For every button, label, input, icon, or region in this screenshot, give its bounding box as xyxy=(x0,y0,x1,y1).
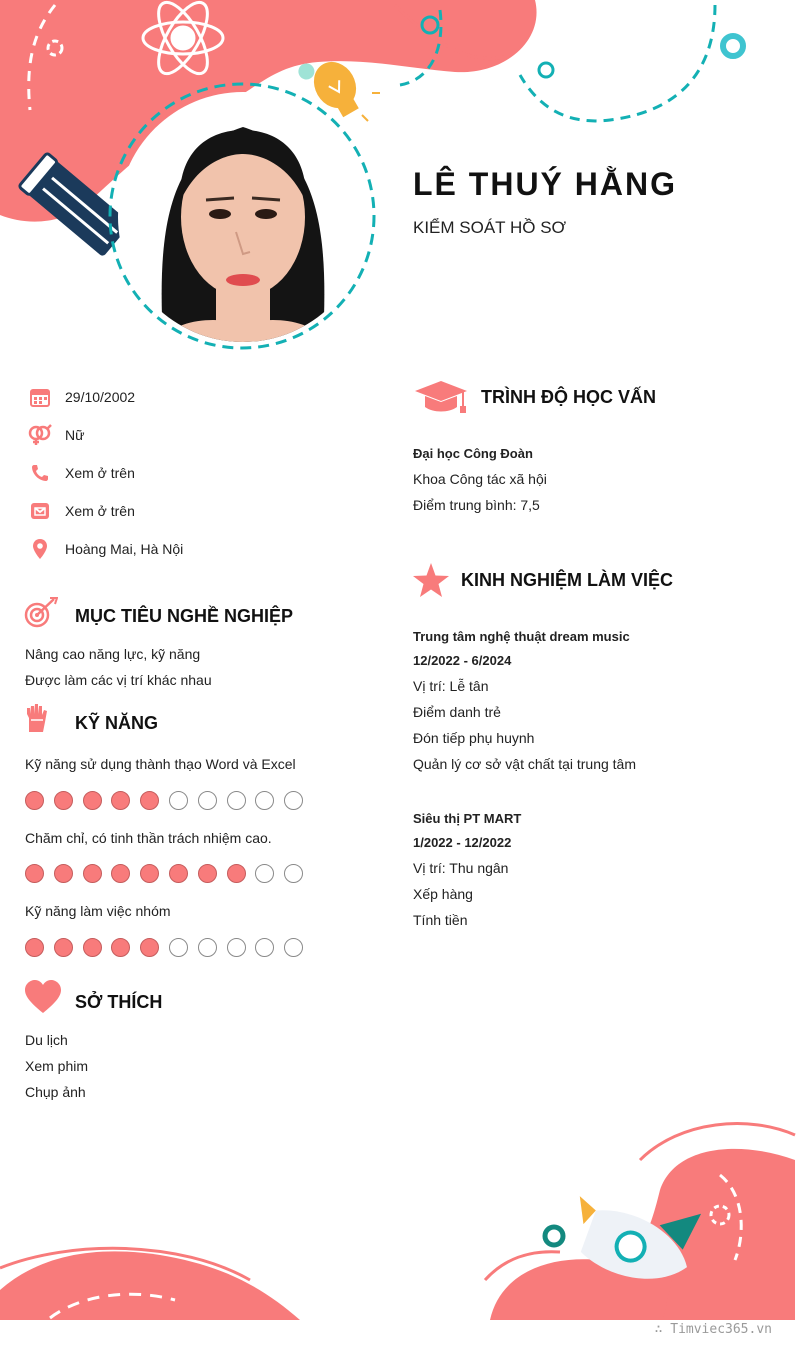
rating-dot-filled xyxy=(227,864,246,883)
rating-dot-empty xyxy=(255,864,274,883)
rating-dot-filled xyxy=(25,864,44,883)
calendar-icon xyxy=(28,386,52,408)
rating-dot-empty xyxy=(284,938,303,957)
rating-dot-empty xyxy=(169,791,188,810)
rating-dot-filled xyxy=(83,791,102,810)
address-text: Hoàng Mai, Hà Nội xyxy=(65,541,184,557)
rating-dot-filled xyxy=(140,938,159,957)
company-name: Trung tâm nghệ thuật dream music xyxy=(413,629,630,644)
rating-dot-filled xyxy=(111,791,130,810)
job-period: 1/2022 - 12/2022 xyxy=(413,835,512,850)
hobby-item: Xem phim xyxy=(25,1058,89,1074)
faculty-name: Khoa Công tác xã hội xyxy=(413,471,547,487)
hand-icon xyxy=(25,702,49,739)
rating-dot-filled xyxy=(111,938,130,957)
phone-text: Xem ở trên xyxy=(65,465,135,481)
email-text: Xem ở trên xyxy=(65,503,135,519)
rating-dot-filled xyxy=(25,791,44,810)
skill-rating xyxy=(25,791,313,810)
gender-text: Nữ xyxy=(65,427,85,443)
rating-dot-filled xyxy=(140,864,159,883)
rating-dot-empty xyxy=(198,938,217,957)
rating-dot-filled xyxy=(83,864,102,883)
contact-phone xyxy=(28,462,135,484)
skill-rating xyxy=(25,864,313,883)
star-icon xyxy=(413,563,449,602)
job-detail: Vị trí: Lễ tân xyxy=(413,678,489,694)
teal-ring-bottom xyxy=(545,1227,563,1245)
skill-label: Kỹ năng sử dụng thành thạo Word và Excel xyxy=(25,756,296,772)
objective-title: MỤC TIÊU NGHỀ NGHIỆP xyxy=(75,606,294,626)
birthday-text: 29/10/2002 xyxy=(65,389,136,405)
job-title: KIỂM SOÁT HỒ SƠ xyxy=(413,218,567,237)
email-icon xyxy=(28,500,52,522)
rating-dot-empty xyxy=(227,938,246,957)
skill-label: Kỹ năng làm việc nhóm xyxy=(25,903,171,919)
hobby-item: Du lịch xyxy=(25,1032,68,1048)
rating-dot-filled xyxy=(54,791,73,810)
phone-icon xyxy=(28,462,52,484)
job-detail: Tính tiền xyxy=(413,912,468,928)
rating-dot-filled xyxy=(169,864,188,883)
target-icon xyxy=(24,597,58,634)
heart-icon xyxy=(24,980,62,1019)
gpa-text: Điểm trung bình: 7,5 xyxy=(413,497,540,513)
job-period: 12/2022 - 6/2024 xyxy=(413,653,512,668)
objective-line: Nâng cao năng lực, kỹ năng xyxy=(25,646,201,662)
bottom-left-blob xyxy=(0,1251,300,1320)
rating-dot-empty xyxy=(169,938,188,957)
rating-dot-filled xyxy=(54,864,73,883)
job-detail: Đón tiếp phụ huynh xyxy=(413,730,535,746)
gender-icon xyxy=(28,424,52,446)
rating-dot-filled xyxy=(83,938,102,957)
rating-dot-empty xyxy=(227,791,246,810)
rating-dot-filled xyxy=(25,938,44,957)
rating-dot-empty xyxy=(284,864,303,883)
job-detail: Điểm danh trẻ xyxy=(413,704,501,720)
profile-photo xyxy=(118,92,368,342)
teal-ring xyxy=(723,36,743,56)
candidate-name: LÊ THUÝ HẰNG xyxy=(413,166,677,202)
skill-label: Chăm chỉ, có tinh thần trách nhiệm cao. xyxy=(25,830,272,846)
hobby-item: Chụp ảnh xyxy=(25,1084,86,1100)
rating-dot-filled xyxy=(111,864,130,883)
rating-dot-empty xyxy=(198,791,217,810)
graduation-cap-icon xyxy=(413,379,469,420)
job-detail: Xếp hàng xyxy=(413,886,473,902)
job-detail: Quản lý cơ sở vật chất tại trung tâm xyxy=(413,756,637,772)
contact-gender xyxy=(28,424,84,446)
job-detail: Vị trí: Thu ngân xyxy=(413,860,509,876)
watermark: ∴ Timviec365.vn xyxy=(654,1322,772,1337)
objective-line: Được làm các vị trí khác nhau xyxy=(25,672,212,688)
contact-birthday xyxy=(28,386,135,408)
education-title: TRÌNH ĐỘ HỌC VẤN xyxy=(481,387,656,407)
rating-dot-empty xyxy=(255,938,274,957)
skills-title: KỸ NĂNG xyxy=(75,713,159,733)
rating-dot-empty xyxy=(284,791,303,810)
rating-dot-empty xyxy=(255,791,274,810)
skill-rating xyxy=(25,938,313,957)
rating-dot-filled xyxy=(140,791,159,810)
rating-dot-filled xyxy=(198,864,217,883)
rating-dot-filled xyxy=(54,938,73,957)
company-name: Siêu thị PT MART xyxy=(413,811,522,826)
experience-title: KINH NGHIỆM LÀM VIỆC xyxy=(461,570,674,590)
contact-address xyxy=(28,538,183,560)
contact-email xyxy=(28,500,135,522)
school-name: Đại học Công Đoàn xyxy=(413,446,533,461)
hobbies-title: SỞ THÍCH xyxy=(75,992,163,1012)
location-pin-icon xyxy=(28,538,52,560)
